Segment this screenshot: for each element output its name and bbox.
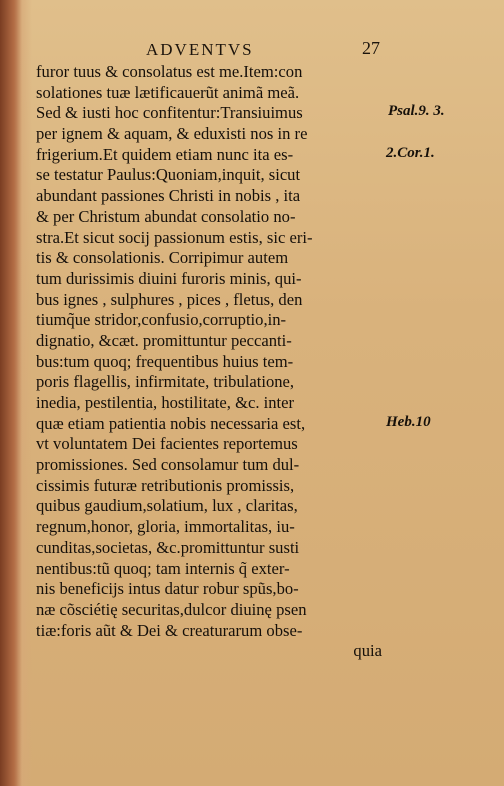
binding-gutter [0,0,22,786]
marginal-note-hebrews: Heb.10 [386,414,431,430]
text-line: tiumq̃ue stridor,confusio,corruptio,in- [36,310,287,330]
text-line: tiæ:foris aũt & Dei & creaturarum obse- [36,620,303,640]
text-line: furor tuus & consolatus est me.Item:con [36,62,303,81]
text-line: nentibus:tũ quoq; tam internis q̃ exter- [36,558,290,578]
text-line: se testatur Paulus:Quoniam,inquit, sicut [36,165,301,185]
text-line: promissiones. Sed consolamur tum dul- [36,455,300,475]
text-line: abundant passiones Christi in nobis , ita [36,186,301,206]
text-line: Sed & iusti hoc confitentur:Transiuimus [36,103,303,123]
text-line: nis beneficijs intus datur robur spũs,bo- [36,579,299,599]
text-line: & per Christum abundat consolatio no- [36,206,296,226]
body-text [36,62,382,662]
text-line: tis & consolationis. Corripimur autem [36,248,289,268]
text-line: poris flagellis, infirmitate, tribulatione, [36,372,295,392]
marginal-note-corinthians: 2.Cor.1. [386,145,435,161]
text-line: vt voluntatem Dei facientes reportemus [36,434,298,454]
text-line: cissimis futuræ retributionis promissis, [36,475,295,495]
text-line: bus:tum quoq; frequentibus huius tem- [36,351,294,371]
catchword: quia [353,641,382,661]
text-line: frigerium.Et quidem etiam nunc ita es- [36,144,294,164]
text-line: quibus gaudium,solatium, lux , claritas, [36,496,298,516]
marginal-note-psalm: Psal.9. 3. [388,103,445,119]
text-line: inedia, pestilentia, hostilitate, &c. inter [36,393,295,412]
text-line: stra.Et sicut socij passionum estis, sic eri- [36,227,313,247]
text-line: tum durissimis diuini furoris minis, qui- [36,268,302,288]
text-line: solationes tuæ lætificauerũt animã meã. [36,82,300,102]
page-header [110,40,380,60]
text-line: næ cõsciétię securitas,dulcor diuinę psen [36,599,307,619]
text-line: per ignem & aquam, & eduxisti nos in re [36,124,308,144]
text-line: dignatio, &cæt. promittuntur peccanti- [36,330,292,350]
text-line: bus ignes , sulphures , pices , fletus, den [36,289,303,309]
text-line: cunditas,societas, &c.promittuntur susti [36,537,300,557]
text-line: quæ etiam patientia nobis necessaria est, [36,413,306,433]
text-line: regnum,honor, gloria, immortalitas, iu- [36,517,295,537]
running-head: ADVENTVS [146,40,254,59]
page-number: 27 [362,38,380,58]
